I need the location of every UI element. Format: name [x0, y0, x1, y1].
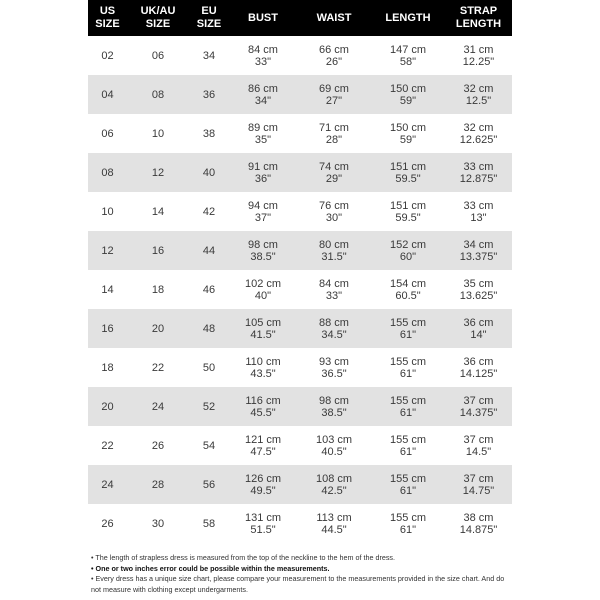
cell-eu-size: 44: [189, 231, 229, 270]
cell-eu-size: 42: [189, 192, 229, 231]
cell-bust: [229, 153, 297, 192]
header-label: US: [99, 5, 116, 17]
measurement-cm: 155 cm: [389, 472, 427, 485]
measurement-cm: 93 cm: [319, 355, 349, 368]
cell-us-size: 24: [88, 465, 127, 504]
header-us-size: [88, 0, 127, 36]
measurement-cm: 150 cm: [389, 82, 427, 95]
cell-length: [371, 36, 445, 75]
measurement-inches: 12.625": [459, 133, 498, 146]
cell-uk-size: 20: [127, 309, 189, 348]
measurement-cm: 147 cm: [389, 43, 427, 56]
table-row: [88, 153, 512, 192]
header-label: WAIST: [316, 11, 352, 24]
cell-us-size: 02: [88, 36, 127, 75]
measurement-inches: 59.5": [395, 172, 421, 185]
measurement-cm: 34 cm: [463, 238, 494, 251]
measurement-cm: 37 cm: [463, 433, 494, 446]
note-item: • The length of strapless dress is measured from the top of the neckline to the hem of the dress.: [91, 553, 396, 562]
measurement-cm: 110 cm: [245, 355, 281, 368]
measurement-inches: 12.875": [459, 172, 498, 185]
cell-eu-size: 48: [189, 309, 229, 348]
cell-strap: [445, 465, 512, 504]
measurement-inches: 14.125": [459, 367, 498, 380]
cell-waist: [297, 309, 371, 348]
measurement-cm: 154 cm: [389, 277, 427, 290]
measurement-inches: 41.5": [250, 328, 276, 341]
header-label: SIZE: [145, 18, 171, 30]
cell-uk-size: 22: [127, 348, 189, 387]
cell-bust: [229, 36, 297, 75]
cell-eu-size: 56: [189, 465, 229, 504]
measurement-inches: 28": [325, 133, 343, 146]
measurement-inches: 38.5": [250, 250, 276, 263]
cell-waist: [297, 270, 371, 309]
measurement-inches: 14.5": [465, 445, 492, 458]
cell-waist: [297, 348, 371, 387]
measurement-cm: 121 cm: [244, 433, 282, 446]
cell-us-size: 26: [88, 504, 127, 543]
cell-strap: [445, 231, 512, 270]
measurement-inches: 59.5": [395, 211, 421, 224]
measurement-cm: 94 cm: [248, 199, 278, 212]
measurement-inches: 51.5": [250, 523, 276, 536]
table-row: [88, 426, 512, 465]
measurement-inches: 31.5": [321, 250, 347, 263]
cell-strap: [445, 348, 512, 387]
cell-us-size: 16: [88, 309, 127, 348]
measurement-cm: 155 cm: [389, 355, 427, 368]
measurement-cm: 32 cm: [463, 121, 494, 134]
cell-eu-size: 34: [189, 36, 229, 75]
table-row: [88, 192, 512, 231]
cell-bust: [229, 504, 297, 543]
measurement-cm: 151 cm: [389, 199, 427, 212]
header-row: [88, 0, 512, 36]
measurement-cm: 152 cm: [389, 238, 427, 251]
cell-uk-size: 26: [127, 426, 189, 465]
measurement-cm: 108 cm: [315, 472, 353, 485]
measurement-cm: 32 cm: [463, 82, 494, 95]
header-label: EU: [201, 5, 217, 17]
cell-waist: [297, 387, 371, 426]
cell-eu-size: 46: [189, 270, 229, 309]
measurement-cm: 84 cm: [319, 277, 349, 290]
measurement-cm: 38 cm: [463, 511, 494, 524]
note-item: • Every dress has a unique size chart, please compare your measurement to the measurements provided in the size chart. And do not measure with clothing except undergarments.: [91, 574, 505, 594]
cell-uk-size: 24: [127, 387, 189, 426]
measurement-cm: 150 cm: [389, 121, 427, 134]
table-row: [88, 270, 512, 309]
table-row: [88, 465, 512, 504]
measurement-cm: 33 cm: [463, 199, 494, 212]
measurement-cm: 71 cm: [319, 121, 349, 134]
cell-eu-size: 36: [189, 75, 229, 114]
table-row: [88, 348, 512, 387]
measurement-inches: 42.5": [321, 484, 347, 497]
measurement-inches: 14.75": [462, 484, 495, 497]
header-bust: [229, 0, 297, 36]
header-label: UK/AU: [140, 5, 176, 17]
header-label: LENGTH: [455, 18, 502, 30]
table-row: [88, 231, 512, 270]
cell-length: [371, 153, 445, 192]
measurement-inches: 61": [399, 406, 417, 419]
cell-length: [371, 75, 445, 114]
header-label: BUST: [248, 11, 278, 24]
cell-us-size: 12: [88, 231, 127, 270]
measurement-inches: 45.5": [250, 406, 276, 419]
cell-strap: [445, 36, 512, 75]
cell-length: [371, 231, 445, 270]
header-strap-length: [445, 0, 512, 36]
cell-bust: [229, 192, 297, 231]
measurement-inches: 38.5": [321, 406, 347, 419]
table-row: [88, 309, 512, 348]
measurement-inches: 14.375": [459, 406, 498, 419]
measurement-inches: 59": [399, 133, 417, 146]
cell-bust: [229, 75, 297, 114]
cell-length: [371, 426, 445, 465]
header-label: STRAP: [459, 5, 498, 17]
size-chart-notes: [91, 553, 511, 595]
measurement-cm: 74 cm: [319, 160, 349, 173]
measurement-inches: 13": [470, 211, 487, 224]
cell-eu-size: 50: [189, 348, 229, 387]
measurement-cm: 155 cm: [389, 433, 427, 446]
measurement-inches: 60.5": [395, 289, 421, 302]
table-row: [88, 36, 512, 75]
cell-waist: [297, 426, 371, 465]
cell-uk-size: 14: [127, 192, 189, 231]
cell-waist: [297, 36, 371, 75]
cell-waist: [297, 231, 371, 270]
cell-bust: [229, 465, 297, 504]
measurement-inches: 36": [254, 172, 272, 185]
cell-us-size: 06: [88, 114, 127, 153]
cell-waist: [297, 465, 371, 504]
header-label: SIZE: [95, 18, 120, 30]
cell-bust: [229, 426, 297, 465]
measurement-cm: 80 cm: [319, 238, 349, 251]
cell-strap: [445, 114, 512, 153]
cell-length: [371, 270, 445, 309]
measurement-cm: 116 cm: [245, 394, 281, 407]
cell-eu-size: 38: [189, 114, 229, 153]
measurement-inches: 37": [254, 211, 272, 224]
measurement-inches: 33": [254, 55, 272, 68]
measurement-inches: 34.5": [321, 328, 347, 341]
cell-bust: [229, 348, 297, 387]
measurement-cm: 155 cm: [389, 394, 427, 407]
measurement-cm: 36 cm: [463, 355, 494, 368]
measurement-inches: 13.625": [459, 289, 498, 302]
cell-waist: [297, 114, 371, 153]
cell-length: [371, 309, 445, 348]
measurement-cm: 37 cm: [463, 394, 494, 407]
measurement-cm: 126 cm: [244, 472, 282, 485]
cell-eu-size: 52: [189, 387, 229, 426]
measurement-cm: 35 cm: [463, 277, 494, 290]
measurement-inches: 14.875": [459, 523, 498, 536]
cell-strap: [445, 75, 512, 114]
cell-uk-size: 30: [127, 504, 189, 543]
cell-bust: [229, 231, 297, 270]
cell-waist: [297, 75, 371, 114]
cell-length: [371, 114, 445, 153]
table-row: [88, 387, 512, 426]
measurement-inches: 34": [254, 94, 272, 107]
measurement-inches: 61": [399, 367, 417, 380]
table-row: [88, 114, 512, 153]
cell-uk-size: 16: [127, 231, 189, 270]
measurement-inches: 59": [399, 94, 417, 107]
cell-bust: [229, 114, 297, 153]
measurement-cm: 37 cm: [463, 472, 494, 485]
cell-uk-size: 12: [127, 153, 189, 192]
measurement-inches: 58": [399, 55, 417, 68]
measurement-cm: 86 cm: [248, 82, 278, 95]
measurement-inches: 49.5": [250, 484, 276, 497]
measurement-cm: 105 cm: [244, 316, 282, 329]
measurement-cm: 76 cm: [319, 199, 349, 212]
measurement-cm: 31 cm: [463, 43, 494, 56]
measurement-inches: 12.5": [465, 94, 492, 107]
measurement-cm: 69 cm: [319, 82, 349, 95]
cell-uk-size: 18: [127, 270, 189, 309]
header-waist: [297, 0, 371, 36]
cell-waist: [297, 192, 371, 231]
measurement-inches: 12.25": [462, 55, 495, 68]
note-item: • One or two inches error could be possible within the measurements.: [91, 563, 330, 573]
measurement-cm: 36 cm: [463, 316, 494, 329]
measurement-inches: 33": [325, 289, 343, 302]
measurement-cm: 98 cm: [319, 394, 349, 407]
table-header: [88, 0, 512, 36]
cell-strap: [445, 504, 512, 543]
cell-waist: [297, 504, 371, 543]
measurement-inches: 61": [399, 523, 417, 536]
size-chart-table: [88, 0, 512, 543]
table-row: [88, 75, 512, 114]
cell-us-size: 08: [88, 153, 127, 192]
cell-strap: [445, 192, 512, 231]
cell-uk-size: 10: [127, 114, 189, 153]
measurement-inches: 29": [325, 172, 343, 185]
measurement-inches: 61": [399, 328, 417, 341]
measurement-inches: 14": [470, 328, 487, 341]
cell-us-size: 20: [88, 387, 127, 426]
measurement-inches: 60": [399, 250, 417, 263]
measurement-inches: 26": [325, 55, 343, 68]
cell-length: [371, 387, 445, 426]
cell-uk-size: 06: [127, 36, 189, 75]
cell-eu-size: 58: [189, 504, 229, 543]
table-body: [88, 36, 512, 543]
measurement-inches: 30": [325, 211, 343, 224]
measurement-cm: 98 cm: [248, 238, 278, 251]
cell-bust: [229, 387, 297, 426]
cell-strap: [445, 426, 512, 465]
cell-eu-size: 40: [189, 153, 229, 192]
measurement-inches: 35": [254, 133, 272, 146]
cell-uk-size: 08: [127, 75, 189, 114]
cell-length: [371, 465, 445, 504]
measurement-inches: 27": [325, 94, 343, 107]
measurement-cm: 91 cm: [248, 160, 278, 173]
cell-length: [371, 504, 445, 543]
cell-bust: [229, 309, 297, 348]
header-label: LENGTH: [385, 11, 431, 24]
header-label: SIZE: [196, 18, 222, 30]
cell-us-size: 10: [88, 192, 127, 231]
cell-eu-size: 54: [189, 426, 229, 465]
cell-us-size: 14: [88, 270, 127, 309]
measurement-cm: 89 cm: [248, 121, 278, 134]
cell-strap: [445, 387, 512, 426]
header-length: [371, 0, 445, 36]
measurement-inches: 43.5": [250, 367, 276, 380]
measurement-inches: 61": [399, 445, 417, 458]
cell-bust: [229, 270, 297, 309]
measurement-cm: 131 cm: [244, 511, 282, 524]
measurement-cm: 155 cm: [389, 511, 427, 524]
measurement-cm: 113 cm: [316, 511, 352, 524]
cell-us-size: 18: [88, 348, 127, 387]
header-eu-size: [189, 0, 229, 36]
cell-strap: [445, 309, 512, 348]
cell-uk-size: 28: [127, 465, 189, 504]
cell-us-size: 04: [88, 75, 127, 114]
measurement-cm: 151 cm: [389, 160, 427, 173]
measurement-inches: 36.5": [321, 367, 347, 380]
cell-strap: [445, 270, 512, 309]
cell-strap: [445, 153, 512, 192]
measurement-cm: 155 cm: [389, 316, 427, 329]
measurement-cm: 102 cm: [244, 277, 282, 290]
measurement-cm: 103 cm: [315, 433, 353, 446]
measurement-inches: 61": [399, 484, 417, 497]
measurement-cm: 66 cm: [319, 43, 349, 56]
measurement-cm: 84 cm: [248, 43, 278, 56]
measurement-cm: 88 cm: [319, 316, 349, 329]
measurement-inches: 47.5": [250, 445, 276, 458]
header-uk-au-size: [127, 0, 189, 36]
measurement-inches: 44.5": [321, 523, 347, 536]
cell-us-size: 22: [88, 426, 127, 465]
measurement-inches: 13.375": [459, 250, 498, 263]
table-row: [88, 504, 512, 543]
measurement-inches: 40.5": [321, 445, 347, 458]
measurement-inches: 40": [254, 289, 272, 302]
cell-length: [371, 348, 445, 387]
measurement-cm: 33 cm: [463, 160, 494, 173]
cell-waist: [297, 153, 371, 192]
cell-length: [371, 192, 445, 231]
